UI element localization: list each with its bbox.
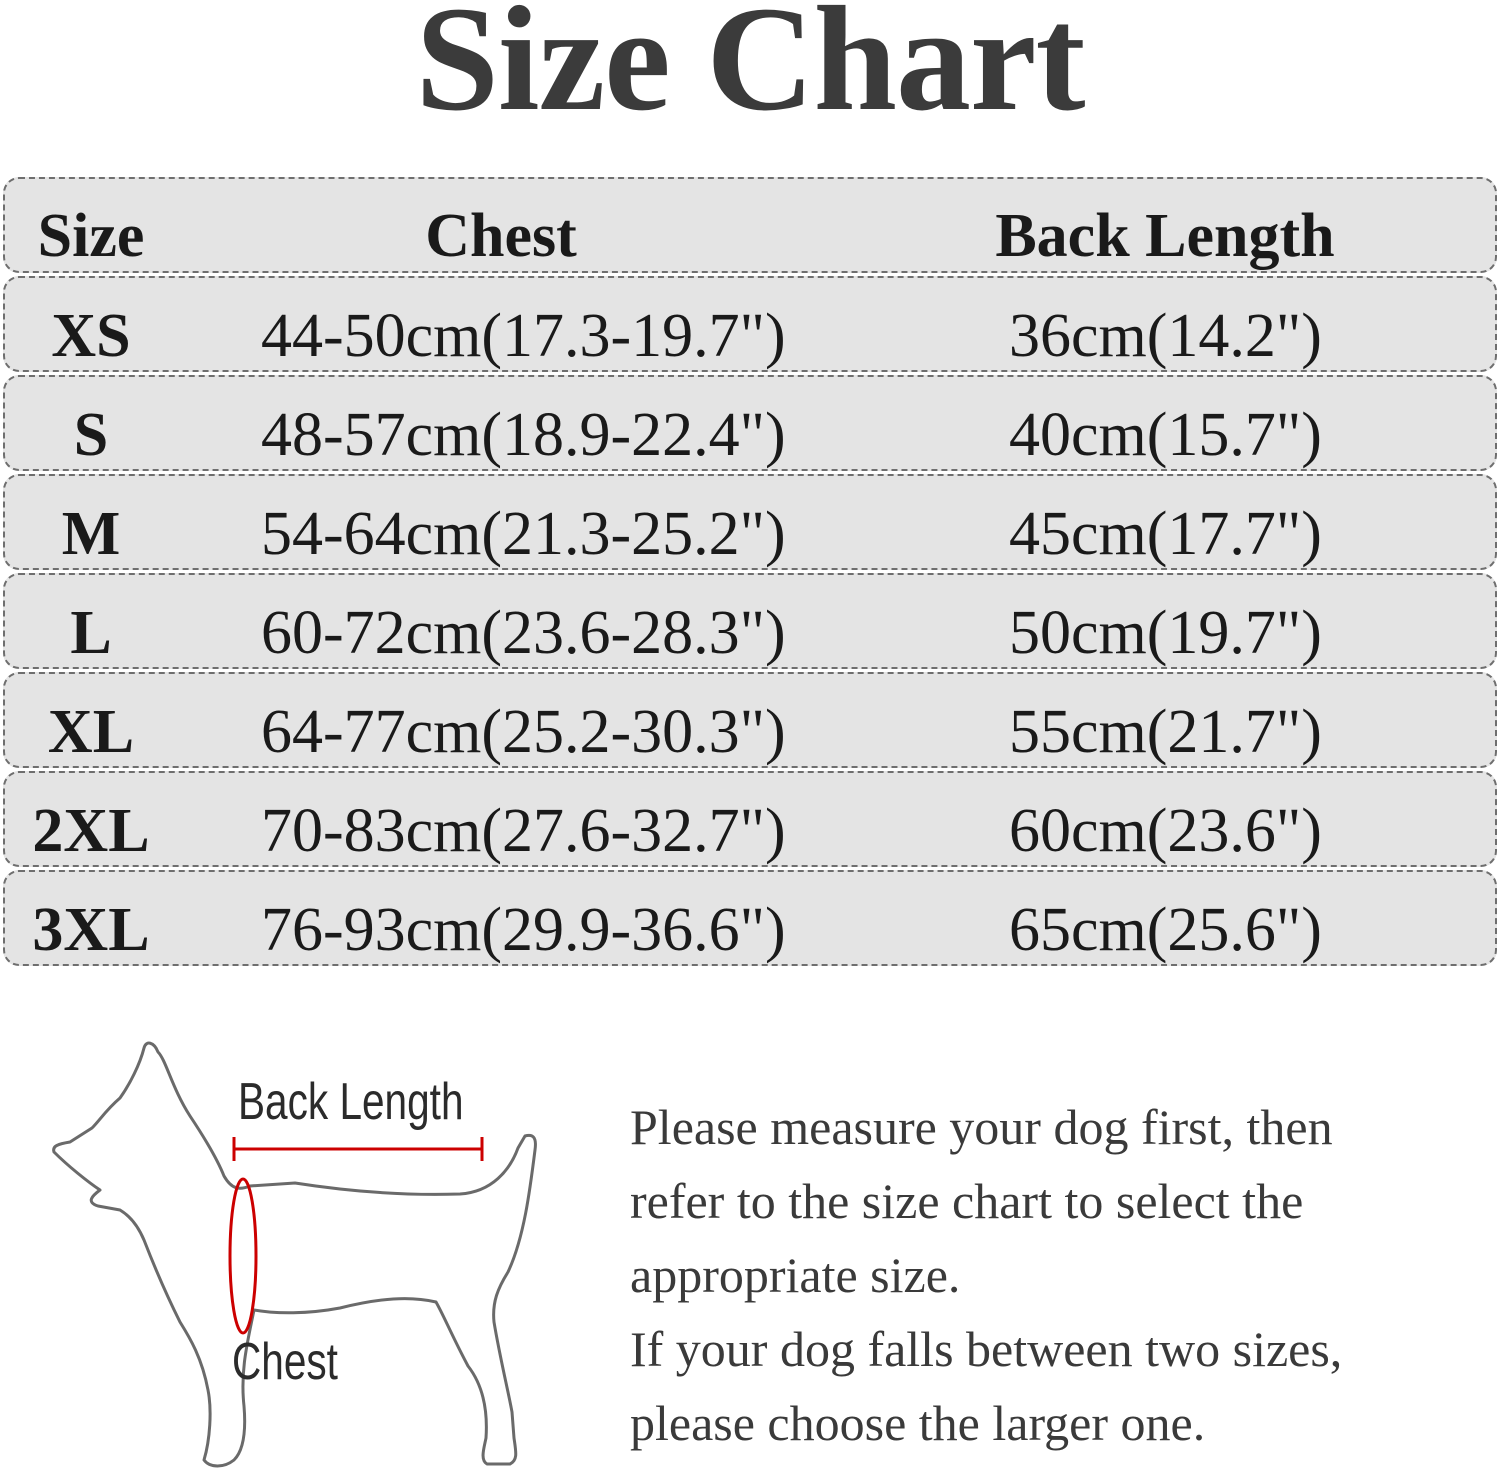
size-table — [3, 177, 1497, 969]
back-length-cell: 65cm(25.6") — [1009, 896, 1322, 964]
size-cell: M — [61, 500, 121, 568]
chest-label: Chest — [232, 1333, 338, 1391]
back-length-cell: 55cm(21.7") — [1009, 698, 1322, 766]
note-line: If your dog falls between two sizes, — [630, 1321, 1343, 1377]
chest-cell: 44-50cm(17.3-19.7") — [261, 302, 786, 370]
chest-cell: 70-83cm(27.6-32.7") — [261, 797, 786, 865]
header-back-length: Back Length — [995, 202, 1335, 270]
page-title: Size Chart — [415, 0, 1085, 142]
back-length-cell: 60cm(23.6") — [1009, 797, 1322, 865]
note-line: please choose the larger one. — [630, 1395, 1206, 1451]
header-size: Size — [37, 202, 145, 270]
size-cell: S — [73, 401, 109, 469]
note-line: refer to the size chart to select the — [630, 1173, 1304, 1229]
measurement-note — [630, 1090, 1490, 1460]
table-row — [3, 771, 1497, 867]
size-cell: XL — [47, 698, 135, 766]
back-length-cell: 45cm(17.7") — [1009, 500, 1322, 568]
table-row — [3, 276, 1497, 372]
table-row — [3, 375, 1497, 471]
table-header-row — [3, 177, 1497, 273]
chest-cell: 48-57cm(18.9-22.4") — [261, 401, 786, 469]
table-row — [3, 672, 1497, 768]
table-row — [3, 870, 1497, 966]
size-cell: 3XL — [32, 896, 150, 964]
size-cell: XS — [51, 302, 131, 370]
back-length-label: Back Length — [238, 1073, 464, 1131]
size-cell: L — [70, 599, 112, 667]
note-line: Please measure your dog first, then — [630, 1099, 1333, 1155]
header-chest: Chest — [425, 202, 577, 270]
table-row — [3, 474, 1497, 570]
back-length-cell: 50cm(19.7") — [1009, 599, 1322, 667]
size-cell: 2XL — [32, 797, 150, 865]
back-length-cell: 40cm(15.7") — [1009, 401, 1322, 469]
chest-cell: 76-93cm(29.9-36.6") — [261, 896, 786, 964]
chest-cell: 64-77cm(25.2-30.3") — [261, 698, 786, 766]
chest-cell: 54-64cm(21.3-25.2") — [261, 500, 786, 568]
table-row — [3, 573, 1497, 669]
chest-cell: 60-72cm(23.6-28.3") — [261, 599, 786, 667]
note-line: appropriate size. — [630, 1247, 961, 1303]
back-length-cell: 36cm(14.2") — [1009, 302, 1322, 370]
